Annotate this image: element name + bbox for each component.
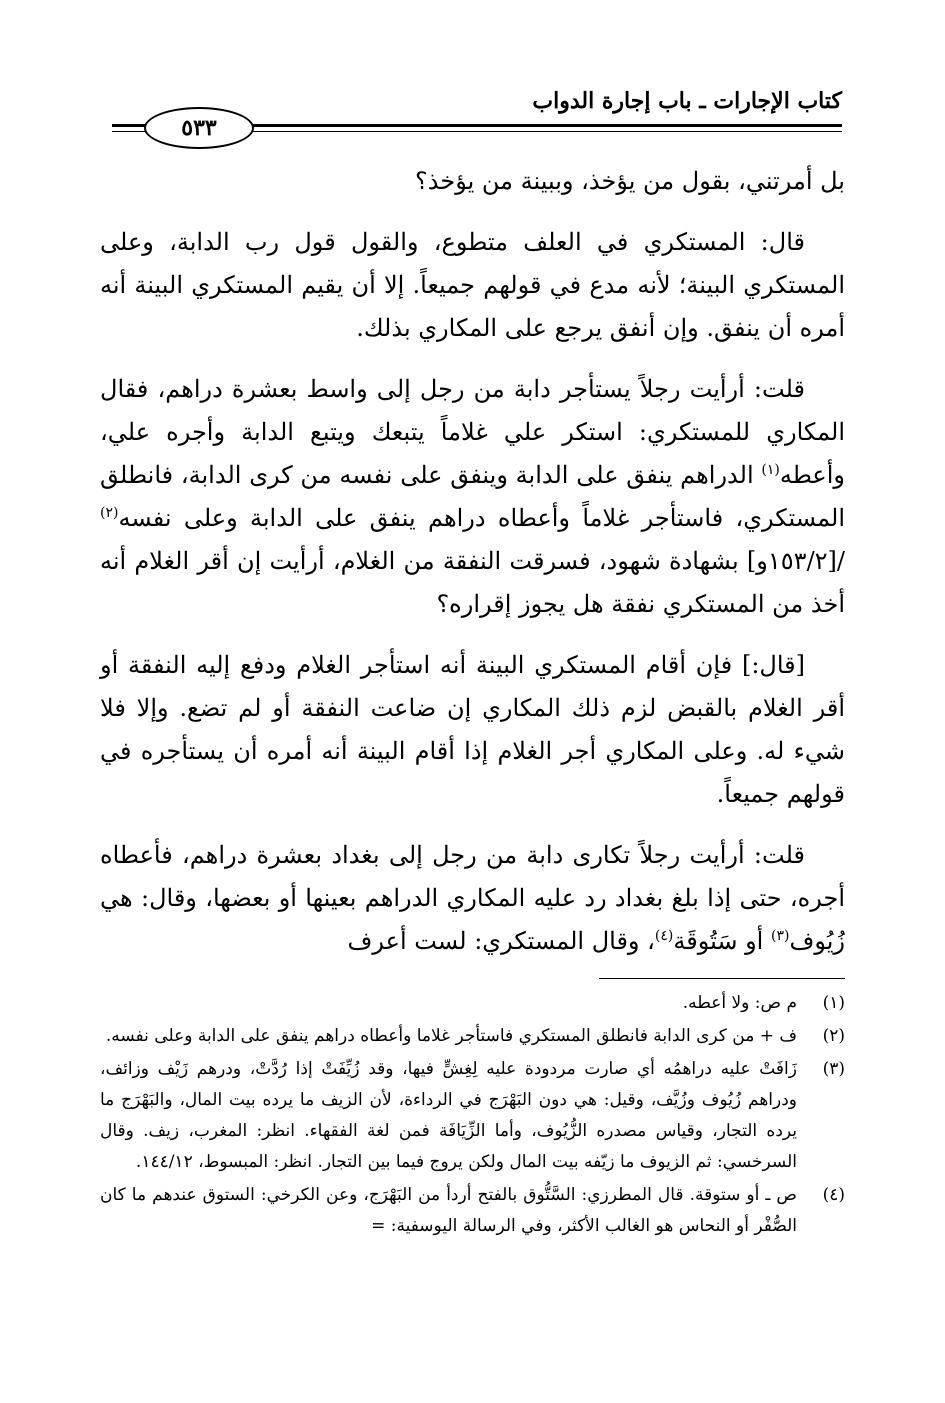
- paragraph-2: قال: المستكري في العلف متطوع، والقول قول رب الدابة، وعلى المستكري البينة؛ لأنه مدع في قولهم جميعاً. إلا أن يقيم المستكري البينة أنه أمره أن ينفق. وإن أنفق يرجع على المكاري بذلك.: [100, 228, 845, 342]
- footnote-marker-2: (٢): [100, 505, 119, 521]
- paragraph-3-part-b: الدراهم ينفق على الدابة وينفق على نفسه من كرى الدابة، فانطلق المستكري، فاستأجر غلاماً وأعطاه دراهم ينفق على الدابة وعلى نفسه: [100, 461, 845, 532]
- paragraph-5-part-c: ، وقال المستكري: لست أعرف: [347, 927, 655, 955]
- footnote-text: م ص: ولا أعطه.: [682, 993, 797, 1013]
- main-text: [100, 160, 845, 981]
- footnote-2: [100, 1021, 845, 1052]
- paragraph-5: [100, 834, 845, 963]
- footnote-number: (١): [822, 993, 845, 1013]
- paragraph-5-part-a: قلت: أرأيت رجلاً تكارى دابة من رجل إلى بغداد بعشرة دراهم، فأعطاه أجره، حتى إذا بلغ بغداد رد عليه المكاري الدراهم بعينها أو بعضها، وقال: هي زُيُوف: [100, 841, 845, 955]
- footnotes: [100, 988, 845, 1244]
- paragraph-4: [قال:] فإن أقام المستكري البينة أنه استأجر الغلام ودفع إليه النفقة أو أقر الغلام بالقبض لزم ذلك المكاري إن ضاعت النفقة أو لم تضع. وإلا فلا شيء له. وعلى المكاري أجر الغلام إذا أقام البينة أنه أمره أن يستأجره في قولهم جميعاً.: [100, 651, 845, 808]
- footnote-marker-1: (١): [761, 462, 780, 478]
- page-header: [100, 80, 842, 140]
- footnote-text: ف + من كرى الدابة فانطلق المستكري فاستأجر غلاما وأعطاه دراهم ينفق على الدابة وعلى نفسه.: [105, 1026, 797, 1046]
- footnote-4: [100, 1180, 845, 1242]
- footnote-3: [100, 1054, 845, 1178]
- footnote-number: (٢): [822, 1026, 845, 1046]
- running-title: كتاب الإجارات ـ باب إجارة الدواب: [532, 88, 842, 114]
- paragraph-3-part-c: /[١٥٣/٢و] بشهادة شهود، فسرقت النفقة من الغلام، أرأيت إن أقر الغلام أنه أخذ من المستكري نفقة هل يجوز إقراره؟: [100, 547, 845, 618]
- footnote-text: زَافَتْ عليه دراهمُه أي صارت مردودة عليه لِغِشٍّ فيها، وقد زُيِّفَتْ إذا رُدَّتْ، ودرهم زَيْف وزائف، ودراهم زُيُوف وزُيَّف، وقيل: هي دون البَهْرَج في الرداءة، لأن الزيف ما يرده بيت المال، والبَهْرَج ما يرده التجار، وقياس مصدره الزُّيُوف، وأما الزِّيَافَة فمن لغة الفقهاء. انظر: المغرب، زيف. وقال السرخسي: ثم الزيوف ما زيّفه بيت المال ولكن يروج فيما بين التجار. انظر: المبسوط، ١٤٤/١٢.: [100, 1059, 797, 1172]
- paragraph-3: [100, 368, 845, 626]
- paragraph-3-part-a: قلت: أرأيت رجلاً يستأجر دابة من رجل إلى واسط بعشرة دراهم، فقال المكاري للمستكري: استكر علي غلاماً يتبعك ويتبع الدابة وأجره علي، وأعطه: [100, 375, 845, 489]
- paragraph-1: بل أمرتني، بقول من يؤخذ، وببينة من يؤخذ؟: [415, 167, 845, 195]
- footnote-marker-4: (٤): [654, 928, 674, 944]
- footnote-1: [100, 988, 845, 1019]
- page-number: ٥٣٣: [144, 107, 254, 149]
- footnote-separator: [599, 978, 845, 979]
- footnote-number: (٤): [822, 1185, 845, 1205]
- footnote-marker-3: (٣): [770, 928, 790, 944]
- footnote-text: ص ـ أو ستوقة. قال المطرزي: السَّتُّوق بالفتح أردأ من البَهْرَج، وعن الكرخي: الستوق عندهم ما كان الصُّفْر أو النحاس هو الغالب الأكثر، وفي الرسالة اليوسفية: =: [100, 1185, 797, 1236]
- paragraph-5-part-b: أو سَتُوقَة: [673, 927, 771, 955]
- footnote-number: (٣): [822, 1059, 845, 1079]
